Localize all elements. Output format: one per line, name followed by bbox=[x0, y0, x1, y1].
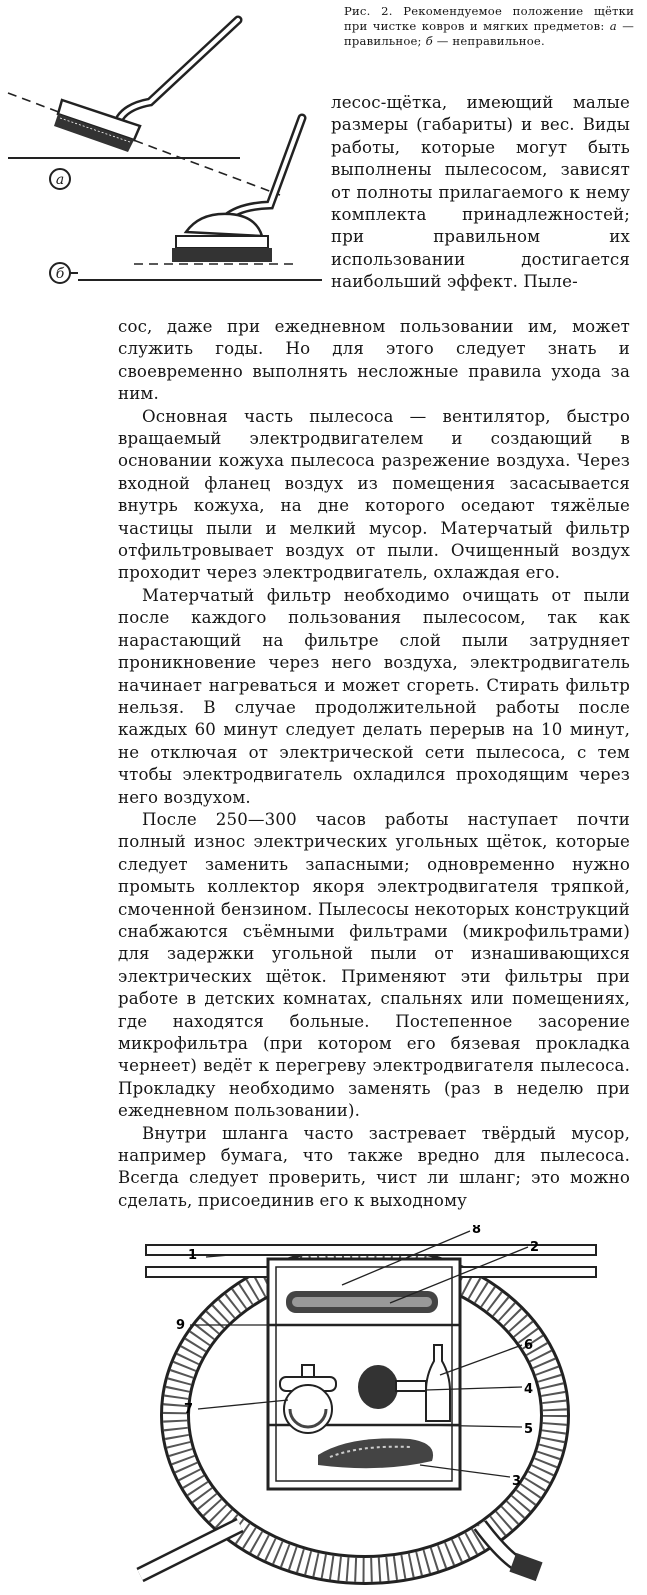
brush-b-head bbox=[172, 214, 272, 262]
accessory-cabinet-figure bbox=[120, 1225, 620, 1595]
dashed-guide-a bbox=[8, 93, 280, 195]
caption-lead: Рис. 2. Рекомендуемое положение щётки при чистке ковров и мягких предметов: bbox=[344, 4, 634, 34]
brush-b-handle bbox=[226, 118, 302, 218]
callout-8: 8 bbox=[472, 1225, 482, 1237]
callout-9: 9 bbox=[176, 1318, 186, 1333]
callout-6: 6 bbox=[524, 1338, 534, 1353]
wall-rail-top bbox=[146, 1245, 596, 1255]
caption-a-letter: а bbox=[609, 19, 617, 34]
paragraph-3: Матерчатый фильтр необходимо очищать от пыли после каждого пользования пылесосом, так как нарастающий на фильтре слой пыли затрудняет проникновение через него воздуха, электродвигатель начинает нагреваться и может сгореть. Стирать фильтр нельзя. В случае продолжительной работы после каждых 60 минут следует делать перерыв на 10 минут, не отключая от электрической сети пылесоса, с тем чтобы электродвигатель охладился проходящим через него воздухом. bbox=[118, 585, 630, 807]
label-a: а bbox=[55, 172, 65, 188]
callout-2: 2 bbox=[530, 1240, 540, 1255]
figure-caption bbox=[344, 4, 634, 50]
caption-b-text: — неправильное. bbox=[432, 34, 545, 49]
callout-5: 5 bbox=[524, 1422, 534, 1437]
paragraph-1-continued: сос, даже при ежедневном пользовании им, может служить годы. Но для этого следует знать и своевременно выполнять несложные правила ухода за ним. bbox=[118, 317, 630, 404]
caption-a-text: — правильное; bbox=[344, 19, 634, 49]
paragraph-5: Внутри шланга часто застревает твёрдый мусор, например бумага, что также вредно для пылесоса. Всегда следует проверить, чист ли шланг; это можно сделать, присоединив его к выходному bbox=[118, 1123, 630, 1210]
caption-b-letter: б bbox=[425, 34, 433, 49]
callout-4: 4 bbox=[524, 1382, 534, 1397]
paragraph-2: Основная часть пылесоса — вентилятор, быстро вращаемый электродвигателем и создающий в основании кожуха пылесоса разрежение воздуха. Через входной фланец воздух из помещения засасывается внутрь кожуха, на дне которого оседают тяжёлые частицы пыли и мелкий мусор. Матерчатый фильтр отфильтровывает воздух от пыли. Очищенный воздух проходит через электродвигатель, охлаждая его. bbox=[118, 406, 630, 583]
callout-1: 1 bbox=[188, 1248, 198, 1263]
text-column-right bbox=[331, 92, 630, 294]
label-b-marker bbox=[50, 263, 78, 283]
text-body bbox=[118, 316, 630, 1212]
label-a-marker bbox=[50, 169, 70, 189]
callout-7: 7 bbox=[184, 1402, 194, 1417]
label-b: б bbox=[55, 266, 65, 282]
callout-3: 3 bbox=[512, 1474, 522, 1489]
brush-position-figure bbox=[0, 0, 330, 300]
paragraph-1-column: лесос-щётка, имеющий малые размеры (габариты) и вес. Виды работы, которые могут быть выполнены пылесосом, зависят от полноты прилагаемого к нему комплекта принадлежностей; при правильном их использовании достигается наибольший эффект. Пыле- bbox=[331, 93, 630, 292]
paragraph-4: После 250—300 часов работы наступает почти полный износ электрических угольных щёток, которые следует заменить запасными; одновременно нужно промыть коллектор якоря электродвигателя тряпкой, смоченной бензином. Пылесосы некоторых конструкций снабжаются съёмными фильтрами (микрофильтрами) для задержки угольной пыли от изнашивающихся электрических щёток. Применяют эти фильтры при работе в детских комнатах, спальнях или помещениях, где находятся больные. Постепенное засорение микрофильтра (при котором его бязевая прокладка чернеет) ведёт к перегреву электродвигателя пылесоса. Прокладку необходимо заменять (раз в неделю при ежедневном пользовании). bbox=[118, 809, 630, 1121]
